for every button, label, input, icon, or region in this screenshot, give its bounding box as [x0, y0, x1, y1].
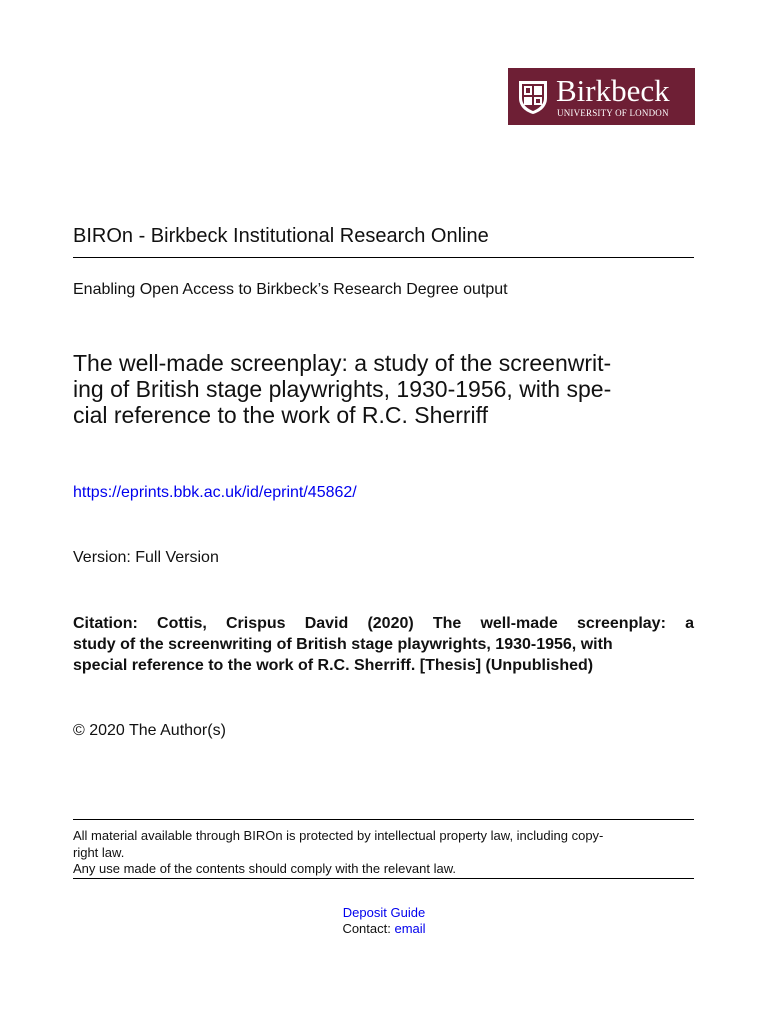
header-divider: [73, 257, 694, 258]
paper-title-line: ing of British stage playwrights, 1930-1956, with spe-: [73, 376, 612, 402]
citation-line: special reference to the work of R.C. Sherriff. [Thesis] (Unpublished): [73, 657, 594, 674]
legal-top-divider: [73, 819, 694, 820]
repository-title: BIROn - Birkbeck Institutional Research Online: [73, 225, 489, 247]
logo-subtitle: UNIVERSITY OF LONDON: [557, 108, 669, 118]
copyright-notice: © 2020 The Author(s): [73, 722, 226, 739]
version-info: Version: Full Version: [73, 549, 219, 566]
paper-title-line: cial reference to the work of R.C. Sherriff: [73, 402, 489, 428]
logo-wordmark: Birkbeck: [556, 73, 670, 108]
contact-label: Contact:: [342, 921, 395, 936]
deposit-guide-row: [0, 905, 768, 921]
legal-bottom-divider: [73, 878, 694, 879]
citation-line: Citation: Cottis, Crispus David (2020) The well-made screenplay: a: [73, 615, 694, 632]
legal-text-line: All material available through BIROn is protected by intellectual property law, including copy-: [73, 828, 604, 843]
contact-row: [0, 921, 768, 937]
legal-text-line: Any use made of the contents should comply with the relevant law.: [73, 861, 456, 876]
crest-icon: [516, 78, 550, 115]
tagline: Enabling Open Access to Birkbeck’s Research Degree output: [73, 281, 508, 298]
citation-line: study of the screenwriting of British stage playwrights, 1930-1956, with: [73, 636, 613, 653]
eprint-url-link[interactable]: https://eprints.bbk.ac.uk/id/eprint/45862/: [73, 484, 357, 501]
deposit-guide-link[interactable]: Deposit Guide: [342, 905, 426, 920]
paper-title-line: The well-made screenplay: a study of the screenwrit-: [73, 350, 612, 376]
birkbeck-logo: [508, 68, 695, 125]
legal-text-line: right law.: [73, 845, 125, 860]
email-link[interactable]: email: [394, 921, 426, 936]
